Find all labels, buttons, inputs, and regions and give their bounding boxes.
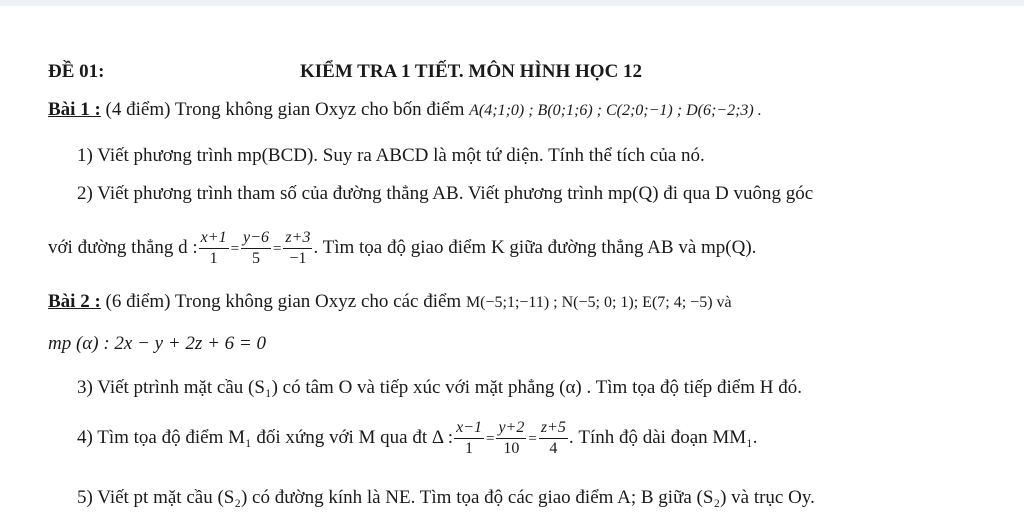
equals-sign: = <box>485 431 495 447</box>
exam-code: ĐỀ 01: <box>48 61 105 82</box>
line-d-prefix: với đường thẳng d : <box>48 237 198 258</box>
line-delta-fraction-1: $\frac{x-1}{1}$ <box>456 419 482 458</box>
bai1-label: Bài 1 : <box>48 99 101 120</box>
question-2: 2) Viết phương trình tham số của đường thẳng AB. Viết phương trình mp(Q) đi qua D vuông góc <box>77 183 814 204</box>
line-delta-fraction-2: $\frac{y+2}{10}$ <box>498 419 525 458</box>
equals-sign: = <box>272 241 282 257</box>
bai2-points: M(−5;1;−11) ; N(−5; 0; 1); E(7; 4; −5) và <box>465 294 732 311</box>
line-d-fraction-2: $\frac{y-6}{5}$ <box>243 229 269 268</box>
line-delta-fraction-3: $\frac{z+5}{4}$ <box>540 419 566 458</box>
question-4-suffix: . Tính độ dài đoạn MM₁. <box>568 427 758 448</box>
question-4 <box>77 418 758 459</box>
bai1-intro: (4 điểm) Trong không gian Oxyz cho bốn điểm <box>100 99 470 120</box>
equals-sign: = <box>528 431 537 447</box>
question-5: 5) Viết pt mặt cầu (S₂) có đường kính là NE. Tìm tọa độ các giao điểm A; B giữa (S₂) và trục Oy. <box>77 487 815 508</box>
bai2-intro: (6 điểm) Trong không gian Oxyz cho các điểm <box>100 291 466 312</box>
equals-sign: = <box>230 241 240 257</box>
line-d-suffix: . Tìm tọa độ giao điểm K giữa đường thẳng AB và mp(Q). <box>313 237 757 258</box>
question-3: 3) Viết ptrình mặt cầu (S₁) có tâm O và tiếp xúc với mặt phẳng (α) . Tìm tọa độ tiếp điểm H đó. <box>77 377 802 398</box>
plane-alpha: mp (α) : 2x − y + 2z + 6 = 0 <box>48 333 266 354</box>
line-d-fraction-1: $\frac{x+1}{1}$ <box>200 229 227 268</box>
bai2-label: Bài 2 : <box>48 291 101 312</box>
bai1-intro-line <box>48 98 762 123</box>
top-bar <box>0 0 1024 6</box>
bai1-points: A(4;1;0) ; B(0;1;6) ; C(2;0;−1) ; D(6;−2;3) . <box>469 102 762 119</box>
bai2-intro-line <box>48 290 732 315</box>
question-2-line-d <box>48 228 756 269</box>
question-4-prefix: 4) Tìm tọa độ điểm M₁ đối xứng với M qua đt Δ : <box>77 427 454 448</box>
line-d-fraction-3: $\frac{z+3}{-1}$ <box>285 229 311 268</box>
question-1: 1) Viết phương trình mp(BCD). Suy ra ABCD là một tứ diện. Tính thể tích của nó. <box>77 145 705 166</box>
exam-title: KIỂM TRA 1 TIẾT. MÔN HÌNH HỌC 12 <box>300 61 643 82</box>
